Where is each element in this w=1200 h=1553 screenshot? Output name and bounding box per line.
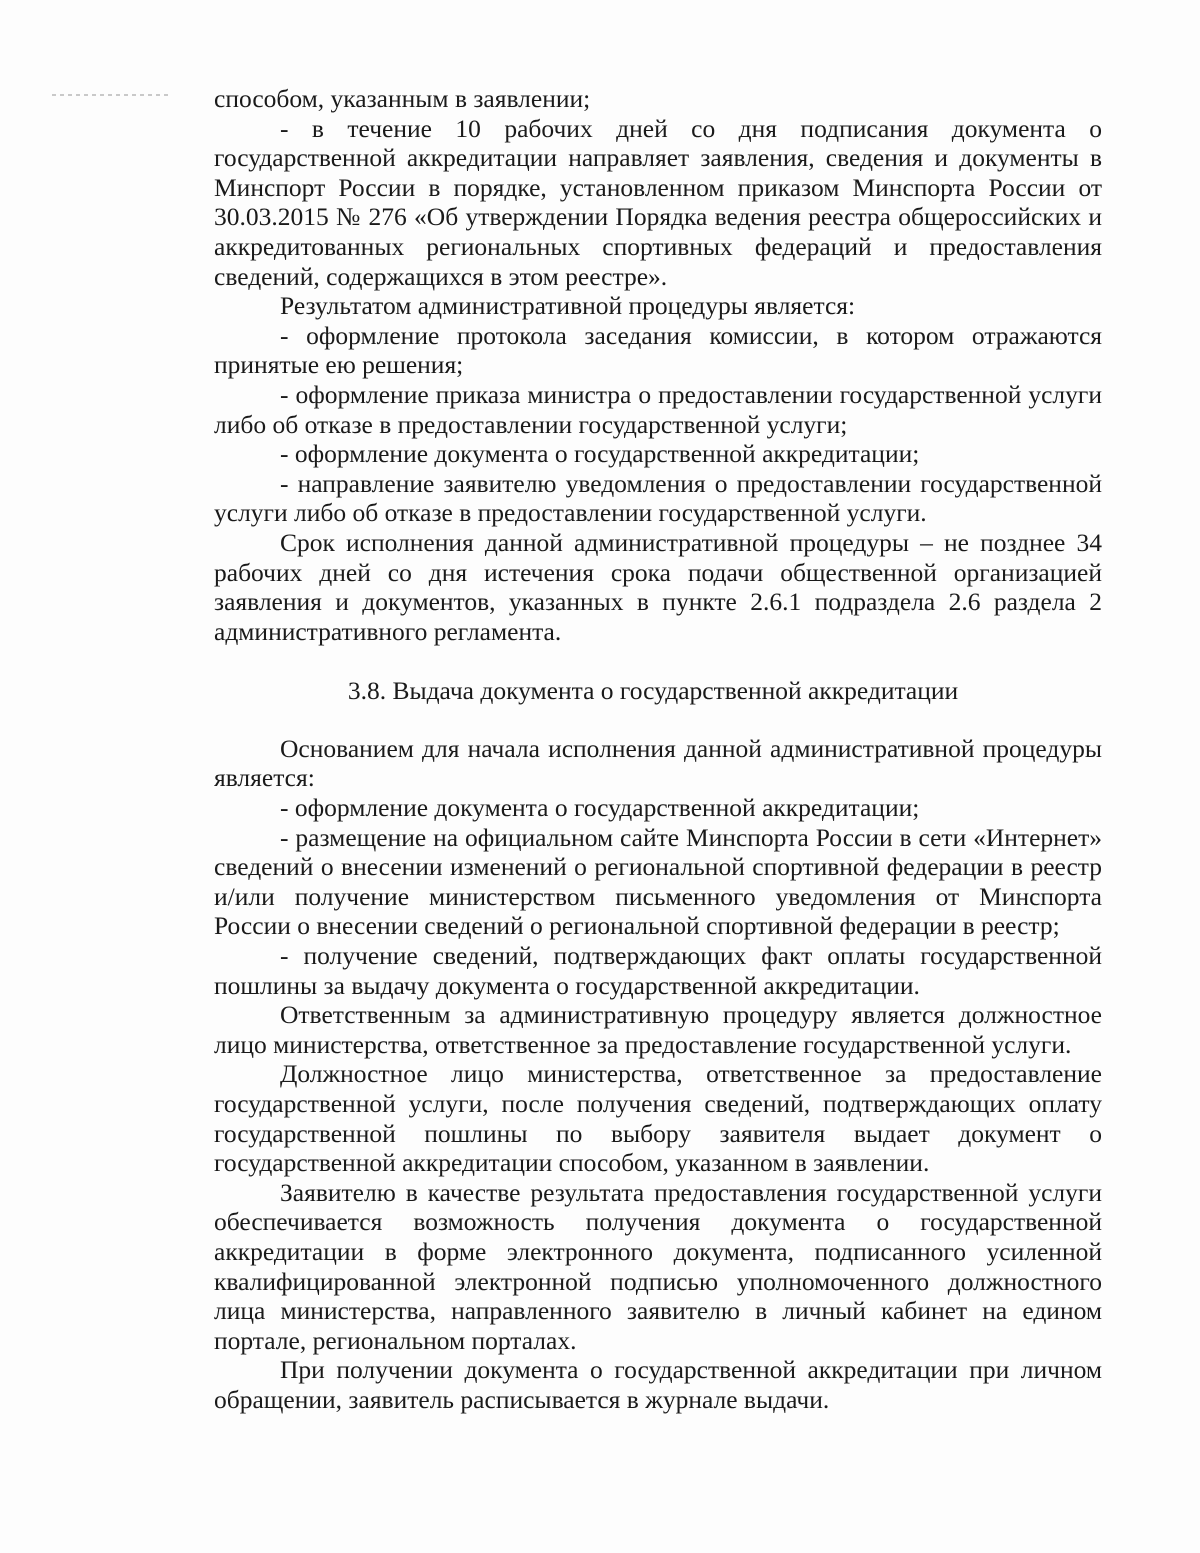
paragraph-official-issues: Должностное лицо министерства, ответственное за предоставление государственной услуги, после получения сведений, подтверждающих оплату государственной пошлины по выбору заявителя выдает документ о государственной аккредитации способом, указанном в заявлении. [214,1059,1102,1178]
scan-artifact [52,94,170,96]
paragraph-basis-intro: Основанием для начала исполнения данной административной процедуры является: [214,733,1102,793]
section-heading: 3.8. Выдача документа о государственной аккредитации [347,676,959,706]
paragraph-result-notification: - направление заявителю уведомления о предоставлении государственной услуги либо об отказе в предоставлении государственной услуги. [214,468,1102,528]
paragraph-result-order: - оформление приказа министра о предоставлении государственной услуги либо об отказе в предоставлении государственной услуги; [214,379,1102,439]
paragraph-result-protocol: - оформление протокола заседания комиссии, в котором отражаются принятые ею решения; [214,320,1102,380]
paragraph-electronic-document: Заявителю в качестве результата предоставления государственной услуги обеспечивается возможность получения документа о государственной аккредитации в форме электронного документа, подписанного усиленной квалифицированной электронной подписью уполномоченного должностного лица министерства, направленного заявителю в личный кабинет на едином портале, региональном порталах. [214,1177,1102,1355]
document-body [214,84,1102,1415]
paragraph-result-intro: Результатом административной процедуры является: [280,291,856,321]
paragraph-responsible: Ответственным за административную процедуру является должностное лицо министерства, ответственное за предоставление государственной услуги. [214,1000,1102,1059]
paragraph-registry-submission: - в течение 10 рабочих дней со дня подписания документа о государственной аккредитации направляет заявления, сведения и документы в Минспорт России в порядке, установленном приказом Минспорта России от 30.03.2015 № 276 «Об утверждении Порядка ведения реестра общероссийских и аккредитованных региональных спортивных федераций и предоставления сведений, содержащихся в этом реестре». [214,113,1102,291]
paragraph-deadline: Срок исполнения данной административной процедуры – не позднее 34 рабочих дней со дня истечения срока подачи общественной организацией заявления и документов, указанных в пункте 2.6.1 подраздела 2.6 раздела 2 административного регламента. [214,527,1102,646]
paragraph-continuation: способом, указанным в заявлении; [214,84,591,113]
paragraph-basis-document: - оформление документа о государственной аккредитации; [280,793,920,823]
paragraph-result-document: - оформление документа о государственной аккредитации; [280,439,920,469]
paragraph-basis-registry: - размещение на официальном сайте Минспорта России в сети «Интернет» сведений о внесении изменений о региональной спортивной федерации в реестр и/или получение министерством письменного уведомления от Минспорта России о внесении сведений о региональной спортивной федерации в реестр; [214,822,1102,941]
paragraph-personal-receipt: При получении документа о государственной аккредитации при личном обращении, заявитель расписывается в журнале выдачи. [214,1355,1102,1414]
paragraph-basis-payment: - получение сведений, подтверждающих факт оплаты государственной пошлины за выдачу документа о государственной аккредитации. [214,941,1102,1000]
